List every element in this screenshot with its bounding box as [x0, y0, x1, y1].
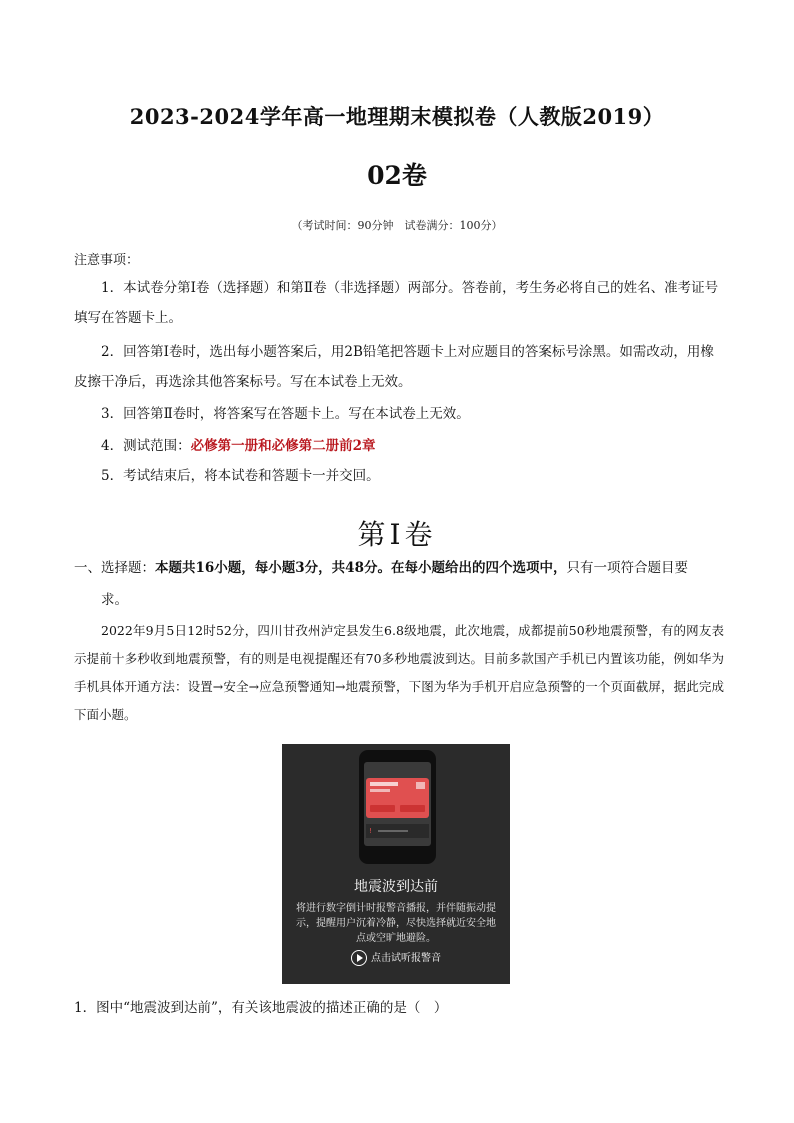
notice-item-4-prefix: 4．测试范围：	[101, 438, 191, 454]
play-alarm-sound[interactable]	[282, 949, 510, 966]
section-intro-bold: 本题共16小题，每小题3分，共48分。在每小题给出的四个选项中，	[155, 560, 567, 576]
section-title: 第Ⅰ卷	[357, 518, 437, 551]
notice-heading: 注意事项：	[74, 253, 140, 268]
notice-item-2: 2．回答第Ⅰ卷时，选出每小题答案后，用2B铅笔把答题卡上对应题目的答案标号涂黑。如需改动，用橡皮擦干净后，再选涂其他答案标号。写在本试卷上无效。	[74, 344, 714, 390]
play-icon[interactable]	[351, 950, 367, 966]
figure-description: 将进行数字倒计时报警音播报，并伴随振动提示，提醒用户沉着冷静，尽快选择就近安全地点或空旷地避险。	[296, 903, 496, 944]
notice-item-4	[101, 431, 376, 461]
phone-screenshot-figure	[282, 744, 510, 984]
section-intro-end: 求。	[101, 592, 128, 608]
notice-item-1: 1．本试卷分第Ⅰ卷（选择题）和第Ⅱ卷（非选择题）两部分。答卷前，考生务必将自己的姓名、准考证号填写在答题卡上。	[74, 280, 719, 326]
figure-title: 地震波到达前	[354, 879, 438, 895]
alert-notification-row	[366, 824, 429, 838]
phone-screen	[364, 762, 431, 846]
play-label[interactable]: 点击试听报警音	[371, 953, 441, 964]
story-paragraph: 2022年9月5日12时52分，四川甘孜州泸定县发生6.8级地震，此次地震，成都提前50秒地震预警，有的网友表示提前十多秒收到地震预警，有的则是电视提醒还有70多秒地震波到达。目前多款国产手机已内置该功能，例如华为手机具体开通方法：设置→安全→应急预警通知→地震预警，下图为华为手机开启应急预警的一个页面截屏，据此完成下面小题。	[74, 623, 724, 722]
exam-subtitle: 02卷	[367, 161, 427, 190]
notice-item-5: 5．考试结束后，将本试卷和答题卡一并交回。	[101, 468, 380, 484]
section-intro	[74, 552, 724, 616]
section-intro-rest: 只有一项符合题目要	[566, 560, 688, 576]
warning-icon: !	[369, 827, 372, 835]
question-1: 1．图中“地震波到达前”，有关该地震波的描述正确的是（ ）	[74, 1000, 448, 1016]
phone-illustration	[359, 750, 436, 864]
section-intro-prefix: 一、选择题：	[74, 560, 155, 576]
exam-info: （考试时间：90分钟 试卷满分：100分）	[291, 219, 503, 232]
test-range: 必修第一册和必修第二册前2章	[190, 438, 376, 454]
alert-card	[366, 778, 429, 818]
exam-title: 2023-2024学年高一地理期末模拟卷（人教版2019）	[129, 104, 665, 129]
notice-item-3: 3．回答第Ⅱ卷时，将答案写在答题卡上。写在本试卷上无效。	[101, 406, 470, 422]
